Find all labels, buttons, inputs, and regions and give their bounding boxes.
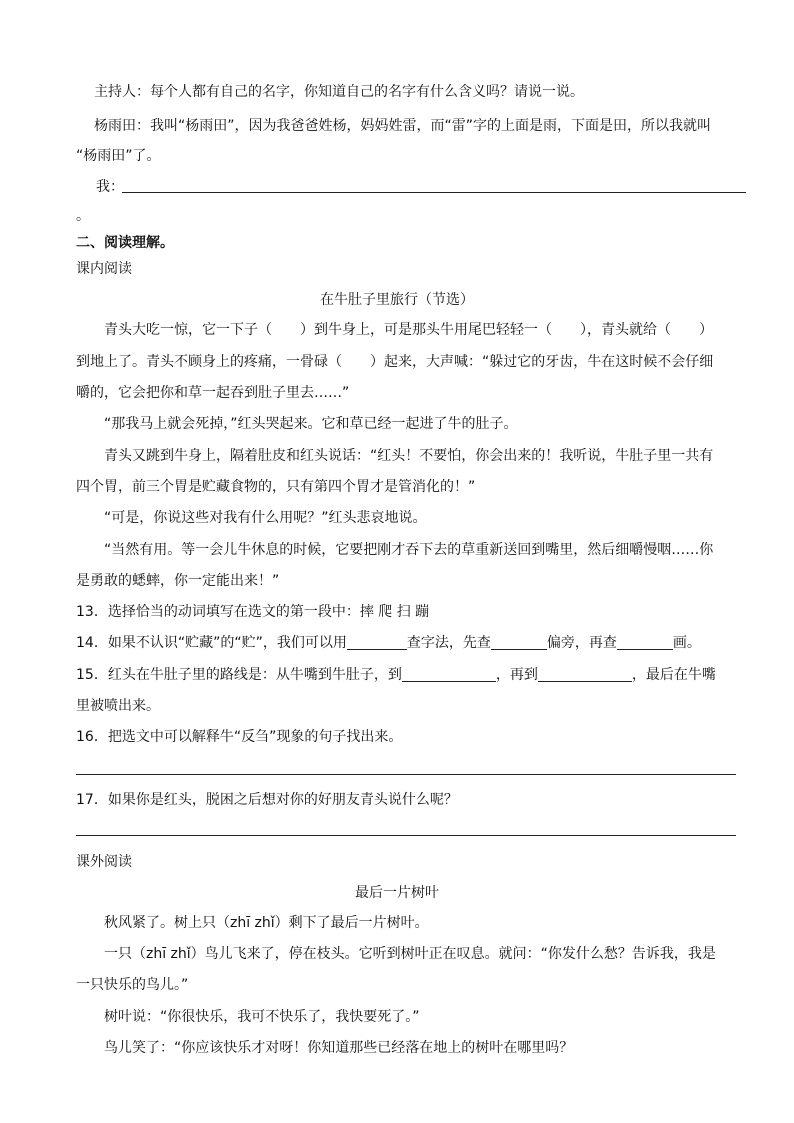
q14-part-b: 查字法，先查 <box>406 635 491 651</box>
q14-part-a: 14．如果不认识“贮藏”的“贮”，我们可以用 <box>76 635 347 651</box>
question-14 <box>76 634 701 652</box>
p5-line1: “当然有用。等一会儿牛休息的时候，它要把刚才吞下去的草重新送回到嘴里，然后细嚼慢咽……你 <box>104 542 714 558</box>
p3-line1: 青头又跳到牛身上，隔着肚皮和红头说话：“红头！不要怕，你会出来的！我听说，牛肚子里一共有 <box>104 448 714 464</box>
q15-part-c: ，最后在牛嘴 <box>631 667 716 683</box>
yang-line-1: 杨雨田：我叫“杨雨田”，因为我爸爸姓杨，妈妈姓雷，而“雷”字的上面是雨，下面是田，所以我就叫 <box>94 118 712 134</box>
q15-blank-2[interactable] <box>538 667 632 682</box>
p4: “可是，你说这些对我有什么用呢？”红头悲哀地说。 <box>104 510 427 526</box>
extra-p2-line2: 一只快乐的鸟儿。” <box>76 977 189 993</box>
p1-line3: 嚼的，它会把你和草一起吞到肚子里去……” <box>76 385 350 401</box>
yang-line-2: “杨雨田”了。 <box>76 148 161 164</box>
q15-blank-1[interactable] <box>402 667 496 682</box>
extra-label: 课外阅读 <box>76 854 132 870</box>
end-mark: 。 <box>76 208 90 224</box>
question-16: 16．把选文中可以解释牛“反刍”现象的句子找出来。 <box>76 729 403 745</box>
q15-part-a: 15．红头在牛肚子里的路线是：从牛嘴到牛肚子，到 <box>76 667 402 683</box>
q14-part-d: 画。 <box>672 635 701 651</box>
q15-line2: 里被喷出来。 <box>76 698 160 714</box>
q15-part-b: ，再到 <box>495 667 538 683</box>
question-13: 13．选择恰当的动词填写在选文的第一段中：摔 爬 扫 蹦 <box>76 604 430 620</box>
me-label: 我： <box>96 179 124 195</box>
extra-p4: 鸟儿笑了：“你应该快乐才对呀！你知道那些已经落在地上的树叶在哪里吗？ <box>104 1040 574 1056</box>
extra-p1: 秋风紧了。树上只（zhī zhǐ）剩下了最后一片树叶。 <box>104 915 429 931</box>
q14-part-c: 偏旁，再查 <box>546 635 617 651</box>
q14-blank-1[interactable] <box>347 635 407 650</box>
q14-blank-2[interactable] <box>491 635 547 650</box>
inclass-label: 课内阅读 <box>76 261 132 277</box>
section-heading: 二、阅读理解。 <box>76 235 174 251</box>
p3-line2: 四个胃，前三个胃是贮藏食物的，只有第四个胃才是管消化的！” <box>76 479 476 495</box>
host-line: 主持人：每个人都有自己的名字，你知道自己的名字有什么含义吗？请说一说。 <box>94 84 584 100</box>
extra-p2-line1: 一只（zhī zhǐ）鸟儿飞来了，停在枝头。它听到树叶正在叹息。就问：“你发什么愁？告诉我，我是 <box>104 946 716 962</box>
extra-title: 最后一片树叶 <box>355 885 439 901</box>
p5-line2: 是勇敢的蟋蟀，你一定能出来！” <box>76 573 280 589</box>
answer-line-16[interactable] <box>76 774 736 775</box>
answer-line-17[interactable] <box>76 835 736 836</box>
question-17: 17．如果你是红头，脱困之后想对你的好朋友青头说什么呢？ <box>76 792 458 808</box>
p2: “那我马上就会死掉，”红头哭起来。它和草已经一起进了牛的肚子。 <box>104 416 518 432</box>
answer-line-me[interactable] <box>122 192 746 193</box>
p1-line2: 到地上了。青头不顾身上的疼痛，一骨碌（ ）起来，大声喊：“躲过它的牙齿，牛在这时候不会仔细 <box>76 354 714 370</box>
question-15 <box>76 666 716 684</box>
q14-blank-3[interactable] <box>617 635 673 650</box>
p1-line1: 青头大吃一惊，它一下子（ ）到牛身上，可是那头牛用尾巴轻轻一（ ），青头就给（ ） <box>104 322 713 338</box>
inclass-title: 在牛肚子里旅行（节选） <box>320 292 474 308</box>
extra-p3: 树叶说：“你很快乐，我可不快乐了，我快要死了。” <box>104 1009 420 1025</box>
